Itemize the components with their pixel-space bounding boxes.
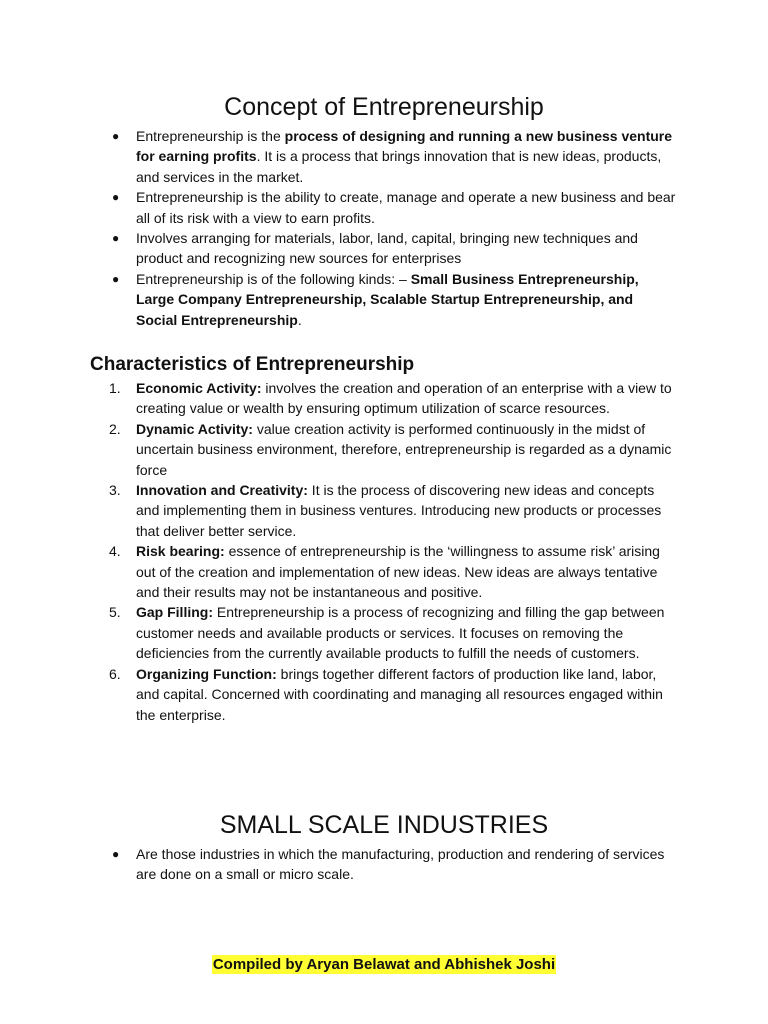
list-item: 1. Economic Activity: involves the creation and operation of an enterprise with a view to creating value or wealth by ensuring optimum utilization of scarce resources. [109, 380, 672, 417]
list-number: 6. [109, 665, 121, 682]
bullet-icon: ● [112, 190, 120, 205]
list-item: 5. Gap Filling: Entrepreneurship is a process of recognizing and filling the gap between customer needs and available products or services. It focuses on removing the deficiencies from the currently available products to fulfill the needs of customers. [109, 604, 665, 662]
ssi-bullet-list [0, 844, 680, 885]
page-title: Concept of Entrepreneurship [224, 93, 544, 121]
list-item: ● Involves arranging for materials, labor, land, capital, bringing new techniques and product and recognizing new sources for enterprises [112, 230, 638, 267]
list-number: 1. [109, 380, 121, 396]
highlighted-credit-text: Compiled by Aryan Belawat and Abhishek Joshi [212, 956, 556, 973]
list-number: 2. [109, 420, 121, 437]
characteristics-list [0, 378, 680, 725]
section-heading-small-scale-industries: SMALL SCALE INDUSTRIES [219, 811, 549, 839]
bullet-icon: ● [112, 847, 120, 861]
intro-bullet-list [0, 126, 680, 330]
list-item: 4. Risk bearing: essence of entrepreneurship is the ‘willingness to assume risk’ arising out of the creation and implementation of new ideas. New ideas are always tentative and their results may not be instantaneous and positive. [109, 543, 660, 601]
list-item: ● Entrepreneurship is the process of designing and running a new business venture for earning profits. It is a process that brings innovation that is new ideas, products, and services in the market. [112, 128, 673, 185]
list-item: ● Are those industries in which the manufacturing, production and rendering of services are done on a small or micro scale. [112, 846, 665, 883]
list-item: 6. Organizing Function: brings together different factors of production like land, labor, and capital. Concerned with coordinating and managing all resources engaged within the enterprise. [109, 665, 663, 723]
list-item: 2. Dynamic Activity: value creation activity is performed continuously in the midst of uncertain business environment, therefore, entrepreneurship is regarded as a dynamic force [109, 420, 672, 478]
list-number: 4. [109, 543, 121, 560]
list-number: 5. [109, 604, 121, 621]
list-number: 3. [109, 482, 121, 499]
bullet-icon: ● [112, 271, 120, 286]
list-item: ● Entrepreneurship is of the following kinds: – Small Business Entrepreneurship, Large Company Entrepreneurship, Scalable Startup Entrepreneurship, and Social Entrepreneurship. [112, 270, 639, 328]
list-item: ● Entrepreneurship is the ability to create, manage and operate a new business and bear all of its risk with a view to earn profits. [112, 189, 676, 226]
bullet-icon: ● [112, 129, 120, 143]
bullet-icon: ● [112, 231, 120, 246]
footer-credit [0, 955, 768, 975]
section-heading-characteristics: Characteristics of Entrepreneurship [90, 354, 415, 375]
list-item: 3. Innovation and Creativity: It is the process of discovering new ideas and concepts and implementing them in business ventures. Introducing new products or processes that deliver better service. [109, 482, 662, 539]
